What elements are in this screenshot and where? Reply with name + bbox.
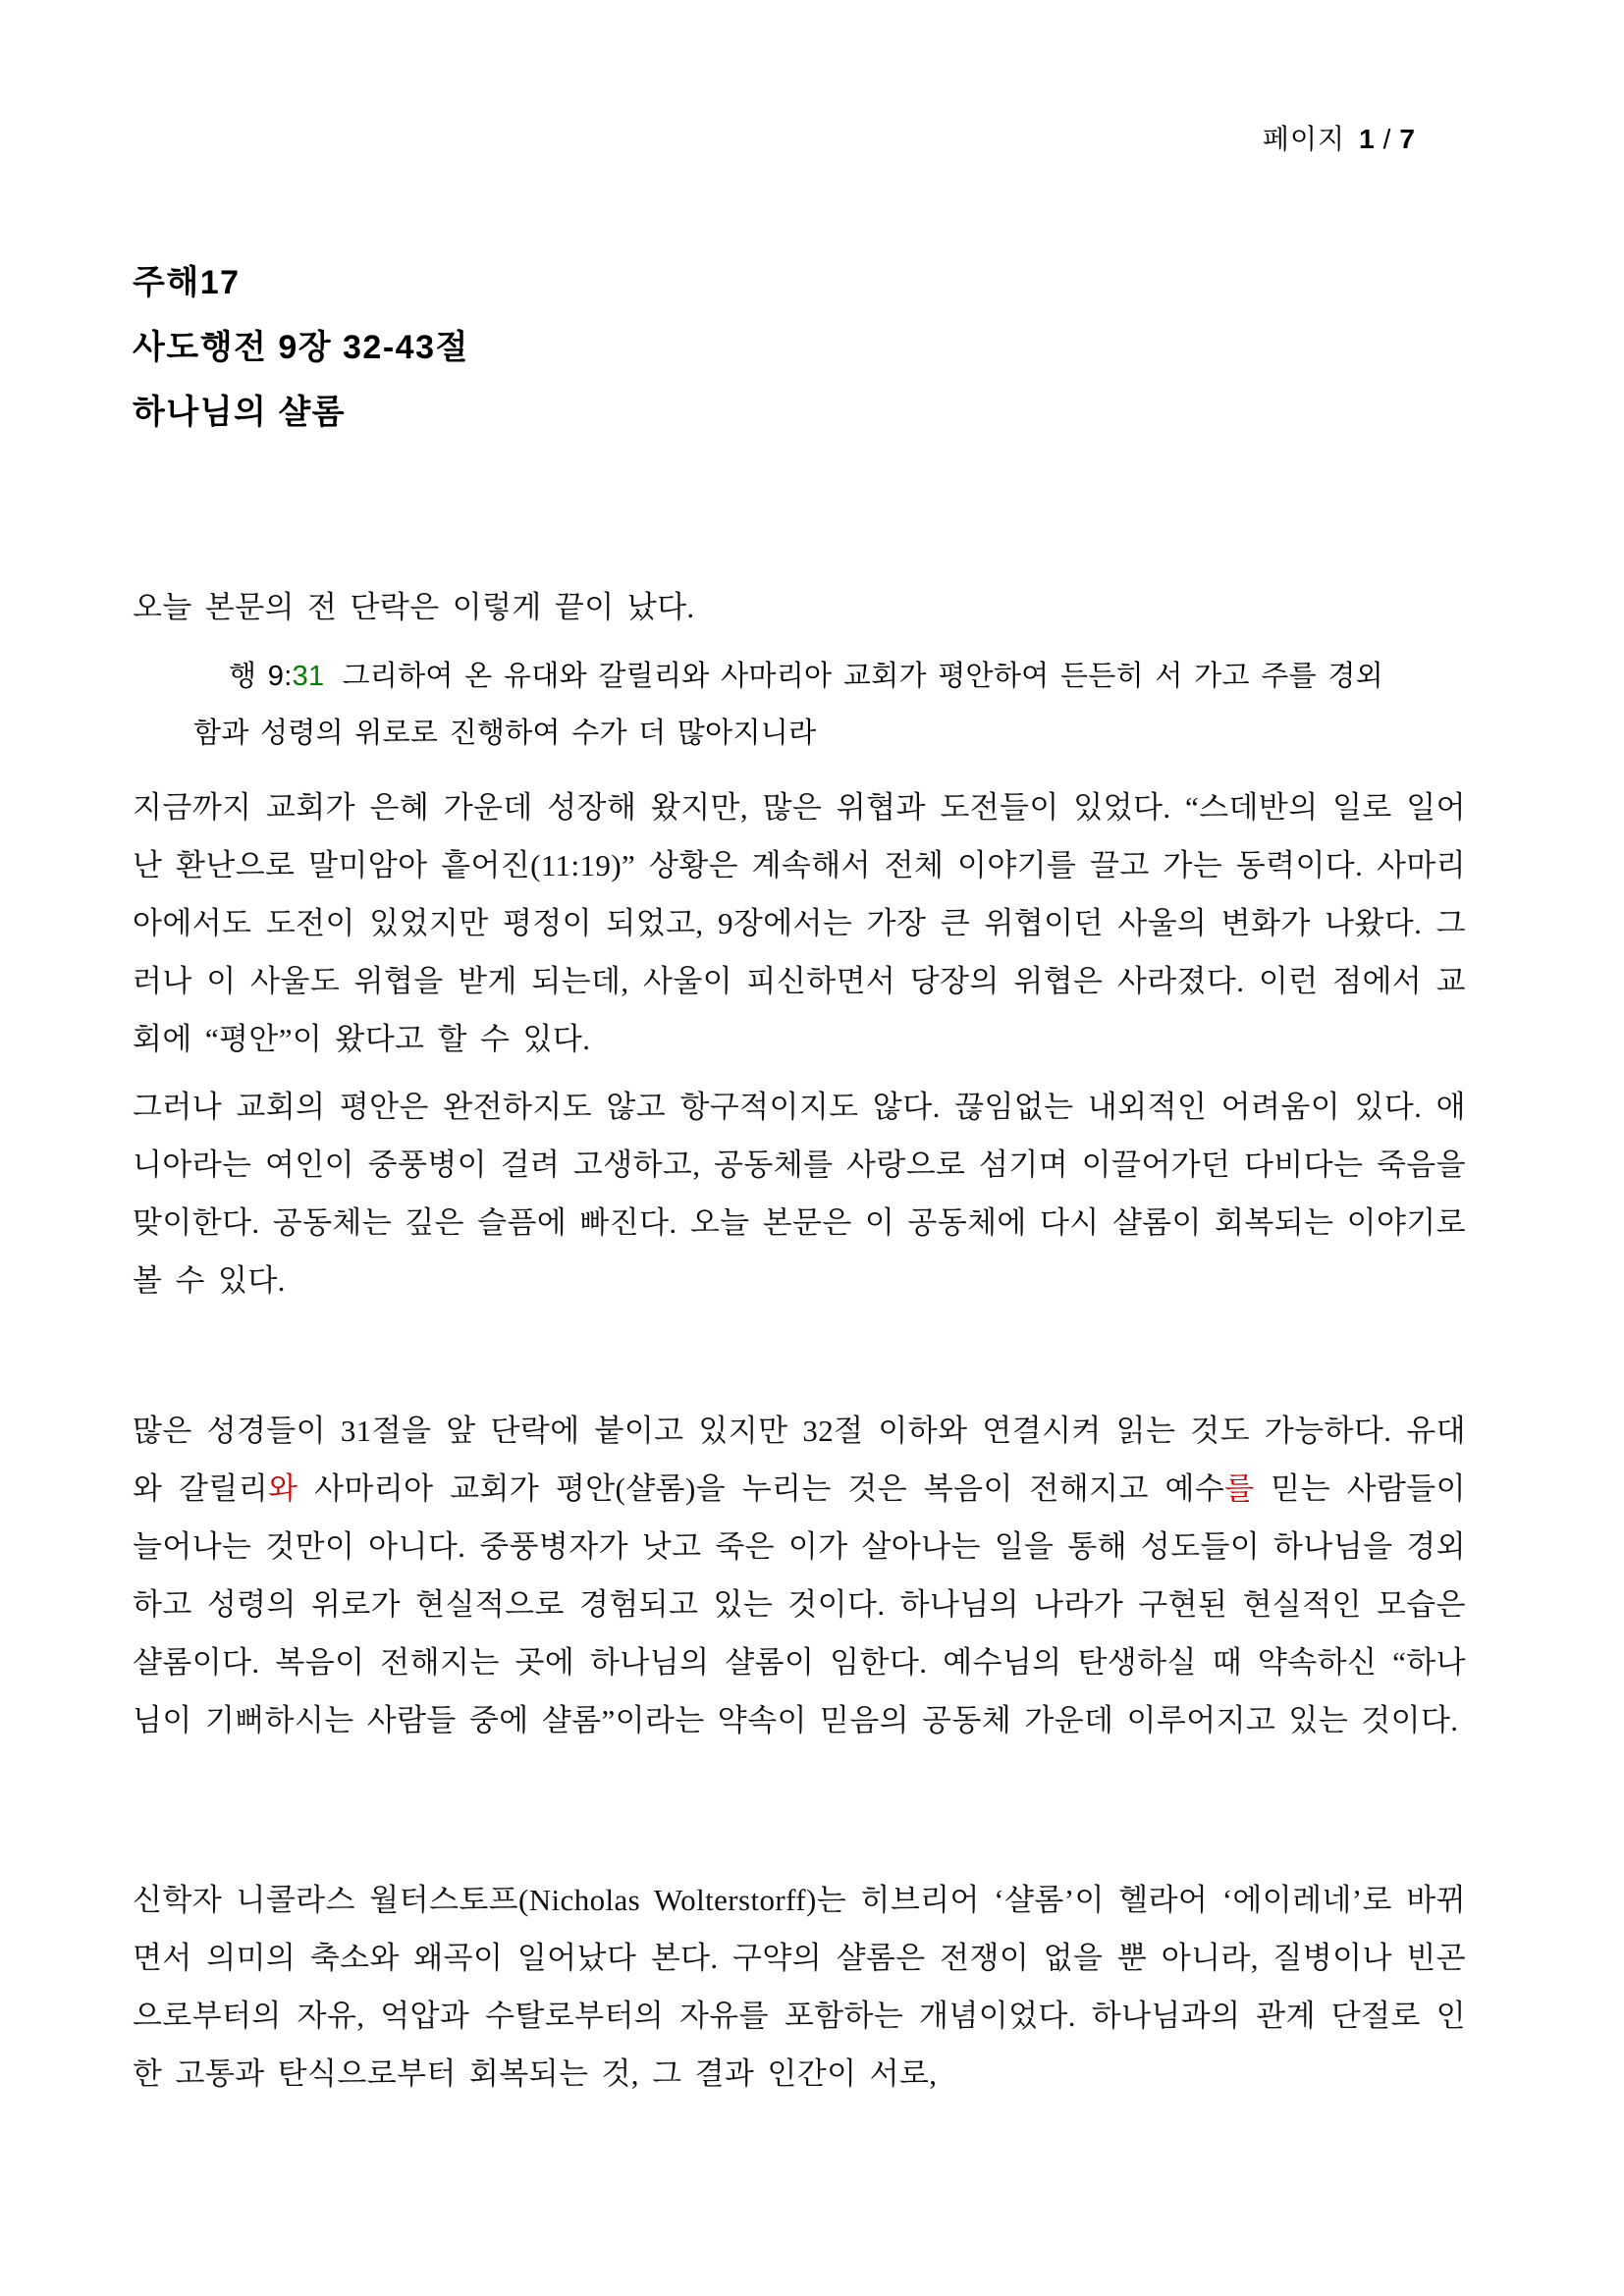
- page-number-current: 1: [1359, 124, 1376, 154]
- paragraph-text: 믿는 사람들이 늘어나는 것만이 아니다. 중풍병자가 낫고 죽은 이가 살아나는 일을 통해 성도들이 하나님을 경외하고 성령의 위로가 현실적으로 경험되고 있는 것이다. 하나님의 나라가 구현된 현실적인 모습은 샬롬이다. 복음이 전해지는 곳에 하나님의 샬롬이 임한다. 예수님의 탄생하실 때 약속하신 “하나님이 기뻐하시는 사람들 중에 샬롬”이라는 약속이 믿음의 공동체 가운데 이루어지고 있는 것이다.: [133, 1471, 1466, 1737]
- quote-verse-number: 31: [292, 661, 325, 692]
- paragraph-church-peace: [133, 1078, 1466, 1309]
- document-titles: [133, 250, 469, 445]
- paragraph-text: 사마리아 교회가 평안(샬롬)을 누리는 것은 복음이 전해지고 예수: [298, 1471, 1225, 1506]
- doc-title-theme: 하나님의 샬롬: [133, 394, 347, 431]
- paragraph-shalom-experience: [133, 1402, 1466, 1749]
- paragraph-church-growth: [133, 778, 1466, 1068]
- paragraph-text: 그러나 교회의 평안은 완전하지도 않고 항구적이지도 않다. 끊임없는 내외적인 어려움이 있다. 애니아라는 여인이 중풍병이 걸려 고생하고, 공동체를 사랑으로 섬기며 이끌어가던 다비다는 죽음을 맞이한다. 공동체는 깊은 슬픔에 빠진다. 오늘 본문은 이 공동체에 다시 샬롬이 회복되는 이야기로 볼 수 있다.: [133, 1090, 1466, 1298]
- paragraph-text: 지금까지 교회가 은혜 가운데 성장해 왔지만, 많은 위협과 도전들이 있었다. “스데반의 일로 일어난 환난으로 말미암아 흩어진(11:19)” 상황은 계속해서 전체 이야기를 끌고 가는 동력이다. 사마리아에서도 도전이 있었지만 평정이 되었고, 9장에서는 가장 큰 위협이던 사울의 변화가 나왔다. 그러나 이 사울도 위협을 받게 되는데, 사울이 피신하면서 당장의 위협은 사라졌다. 이런 점에서 교회에 “평안”이 왔다고 할 수 있다.: [133, 790, 1466, 1056]
- paragraph-intro: 오늘 본문의 전 단락은 이렇게 끝이 났다.: [133, 590, 695, 624]
- doc-title-series: 주해17: [133, 264, 241, 301]
- page-number-total: 7: [1399, 124, 1416, 154]
- paragraph-text-red: 와: [268, 1471, 298, 1506]
- quote-ref: 행 9:: [229, 661, 293, 692]
- page-number-label: 페이지: [1262, 124, 1346, 154]
- scripture-quote: [193, 648, 1383, 762]
- page-number-separator: /: [1382, 124, 1392, 154]
- paragraph-text: 신학자 니콜라스 월터스토프(Nicholas Wolterstorff)는 히브리어 ‘샬롬’이 헬라어 ‘에이레네’로 바뀌면서 의미의 축소와 왜곡이 일어났다 본다. 구약의 샬롬은 전쟁이 없을 뿐 아니라, 질병이나 빈곤으로부터의 자유, 억압과 수탈로부터의 자유를 포함하는 개념이었다. 하나님과의 관계 단절로 인한 고통과 탄식으로부터 회복되는 것, 그 결과 인간이 서로,: [133, 1883, 1466, 2091]
- quote-text: 그리하여 온 유대와 갈릴리와 사마리아 교회가 평안하여 든든히 서 가고 주를 경외함과 성령의 위로로 진행하여 수가 더 많아지니라: [193, 661, 1383, 749]
- paragraph-text: 많은 성경들이 31절을 앞 단락에 붙이고 있지만 32절 이하와 연결시켜 읽는 것도 가능하다. 유대와 갈릴리: [133, 1414, 1466, 1506]
- doc-title-passage: 사도행전 9장 32-43절: [133, 329, 469, 366]
- paragraph-wolterstorff: [133, 1871, 1466, 2103]
- paragraph-text-red: 를: [1224, 1471, 1255, 1506]
- page-number: [1263, 118, 1416, 157]
